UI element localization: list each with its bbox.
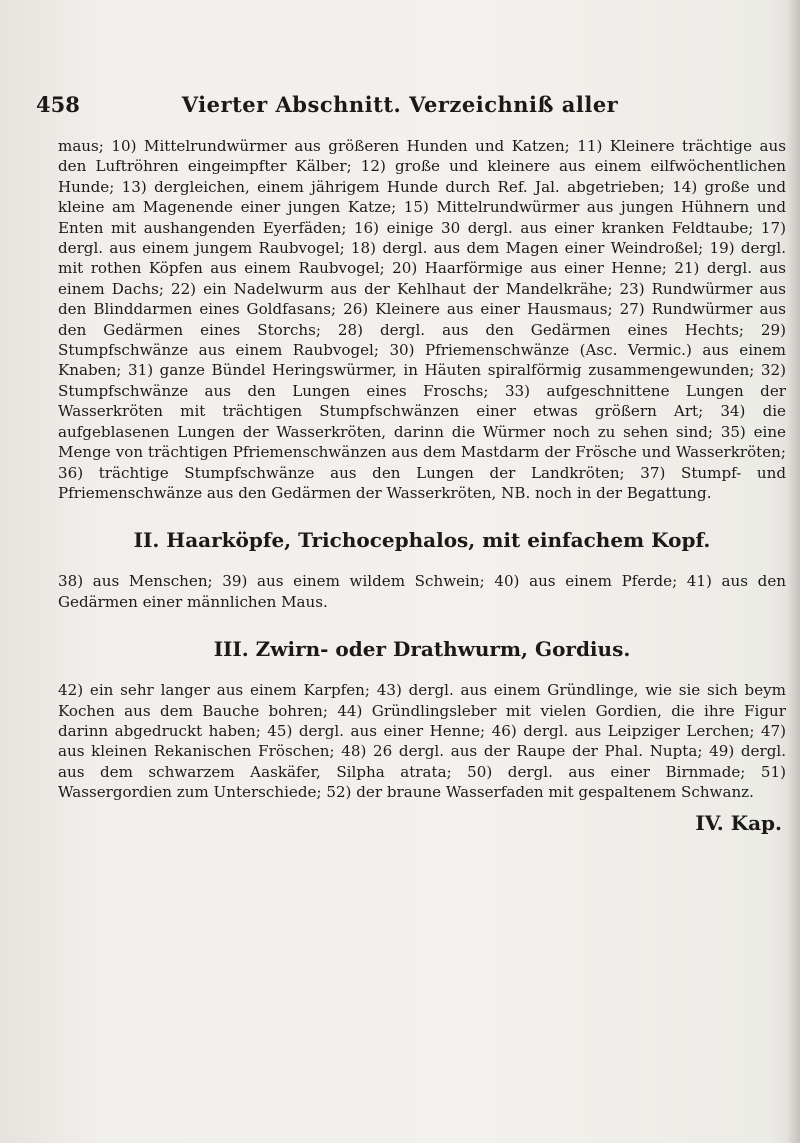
running-title: Vierter Abschnitt. Verzeichniß aller bbox=[181, 92, 619, 117]
paragraph-gordius: 42) ein sehr langer aus einem Karpfen; 43) dergl. aus einem Gründlinge, wie sie sich beym Kochen aus dem Bauche bohren; 44) Gründlingsleber mit vielen Gordien, die ihre Figur darinn abgedruckt haben; 45) dergl. aus einer Henne; 46) dergl. aus Leipziger Lerchen; 47) aus kleinen Rekanischen Fröschen; 48) 26 dergl. aus der Raupe der Phal. Nupta; 49) dergl. aus dem schwarzem Aaskäfer, Silpha atrata; 50) dergl. aus einer Birnmade; 51) Wassergordien zum Unterschiede; 52) der braune Wasserfaden mit gespaltenem Schwanz. bbox=[58, 681, 786, 802]
paragraph-haarkoepfe: 38) aus Menschen; 39) aus einem wildem Schwein; 40) aus einem Pferde; 41) aus den Gedärmen einer männlichen Maus. bbox=[58, 572, 786, 611]
catchword: IV. Kap. bbox=[695, 810, 782, 835]
page-header bbox=[0, 92, 800, 126]
section-heading-gordius: III. Zwirn- oder Drathwurm, Gordius. bbox=[213, 637, 631, 662]
page-number: 458 bbox=[36, 92, 80, 117]
section-heading-haarkoepfe: II. Haarköpfe, Trichocephalos, mit einfachem Kopf. bbox=[133, 528, 711, 553]
page-edge-shadow bbox=[786, 0, 800, 1143]
page-body bbox=[58, 136, 786, 833]
paragraph-roundworms: maus; 10) Mittelrundwürmer aus größeren Hunden und Katzen; 11) Kleinere trächtige aus den Luftröhren eingeimpfter Kälber; 12) große und kleinere aus einem eilfwöchentlichen Hunde; 13) dergleichen, einem jährigem Hunde durch Ref. Jal. abgetrieben; 14) große und kleine am Magenende einer jungen Katze; 15) Mittelrundwürmer aus jungen Hühnern und Enten mit aushangenden Eyerfäden; 16) einige 30 dergl. aus einer kranken Feldtaube; 17) dergl. aus einem jungem Raubvogel; 18) dergl. aus dem Magen einer Weindroßel; 19) dergl. mit rothen Köpfen aus einem Raubvogel; 20) Haarförmige aus einer Henne; 21) dergl. aus einem Dachs; 22) ein Nadelwurm aus der Kehlhaut der Mandelkrähe; 23) Rundwürmer aus den Blinddarmen eines Goldfasans; 26) Kleinere aus einer Hausmaus; 27) Rundwürmer aus den Gedärmen eines Storchs; 28) dergl. aus den Gedärmen eines Hechts; 29) Stumpfschwänze aus einem Raubvogel; 30) Pfriemenschwänze (Asc. Vermic.) aus einem Knaben; 31) ganze Bündel Heringswürmer, in Häuten spiralförmig zusammengewunden; 32) Stumpfschwänze aus den Lungen eines Froschs; 33) aufgeschnittene Lungen der Wasserkröten mit trächtigen Stumpfschwänzen einer etwas größern Art; 34) die aufgeblasenen Lungen der Wasserkröten, darinn die Würmer noch zu sehen sind; 35) eine Menge von trächtigen Pfriemenschwänzen aus dem Mastdarm der Frösche und Wasserkröten; 36) trächtige Stumpfschwänze aus den Lungen der Landkröten; 37) Stumpf- und Pfriemenschwänze aus den Gedärmen der Wasserkröten, NB. noch in der Begattung. bbox=[58, 137, 786, 502]
